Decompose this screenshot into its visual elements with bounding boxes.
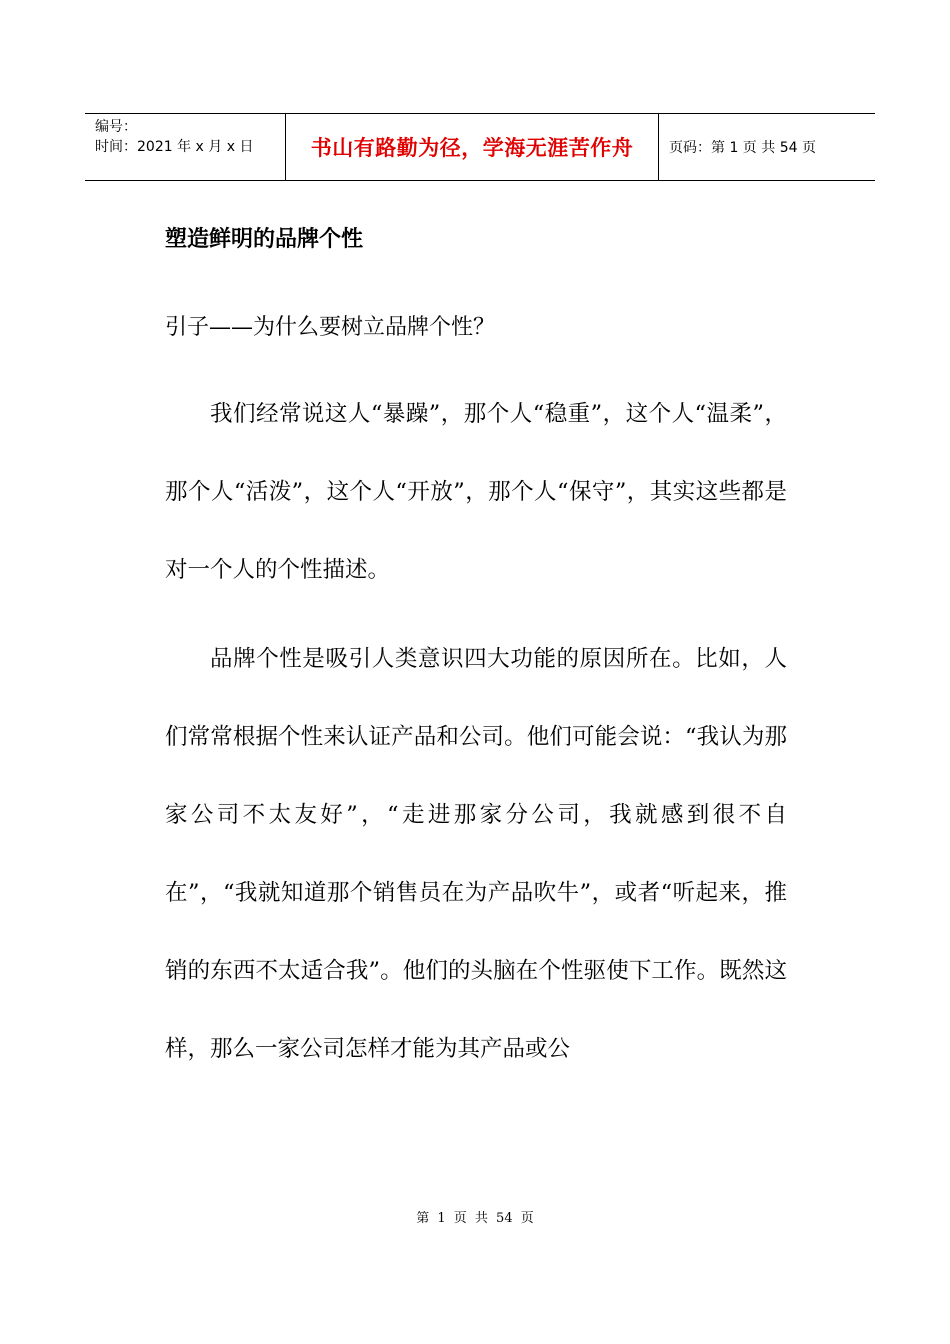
header-meta [85,114,285,180]
header-page-info: 页码：第 1 页 共 54 页 [669,140,816,156]
document-date: 时间：2021 年 x 月 x 日 [95,139,254,155]
header-motto-cell [285,114,659,180]
document-subtitle: 引子——为什么要树立品牌个性？ [165,315,496,340]
header-motto: 书山有路勤为径，学海无涯苦作舟 [310,136,634,160]
document-title: 塑造鲜明的品牌个性 [165,227,364,252]
body-paragraph: 我们经常说这人“暴躁”，那个人“稳重”，这个人“温柔”，那个人“活泼”，这个人“开放”，那个人“保守”，其实这些都是对一个人的个性描述。 [165,401,787,583]
page-header [85,113,875,181]
document-number-label: 编号： [95,119,137,135]
body-paragraph: 品牌个性是吸引人类意识四大功能的原因所在。比如，人们常常根据个性来认证产品和公司。他们可能会说：“我认为那家公司不太友好”，“走进那家分公司，我就感到很不自在”，“我就知道那个销售员在为产品吹牛”，或者“听起来，推销的东西不太适合我”。他们的头脑在个性驱使下工作。既然这样，那么一家公司怎样才能为其产品或公 [165,646,787,1062]
page-footer: 第 1 页 共 54 页 [416,1211,534,1226]
header-page-info-cell [659,114,875,180]
